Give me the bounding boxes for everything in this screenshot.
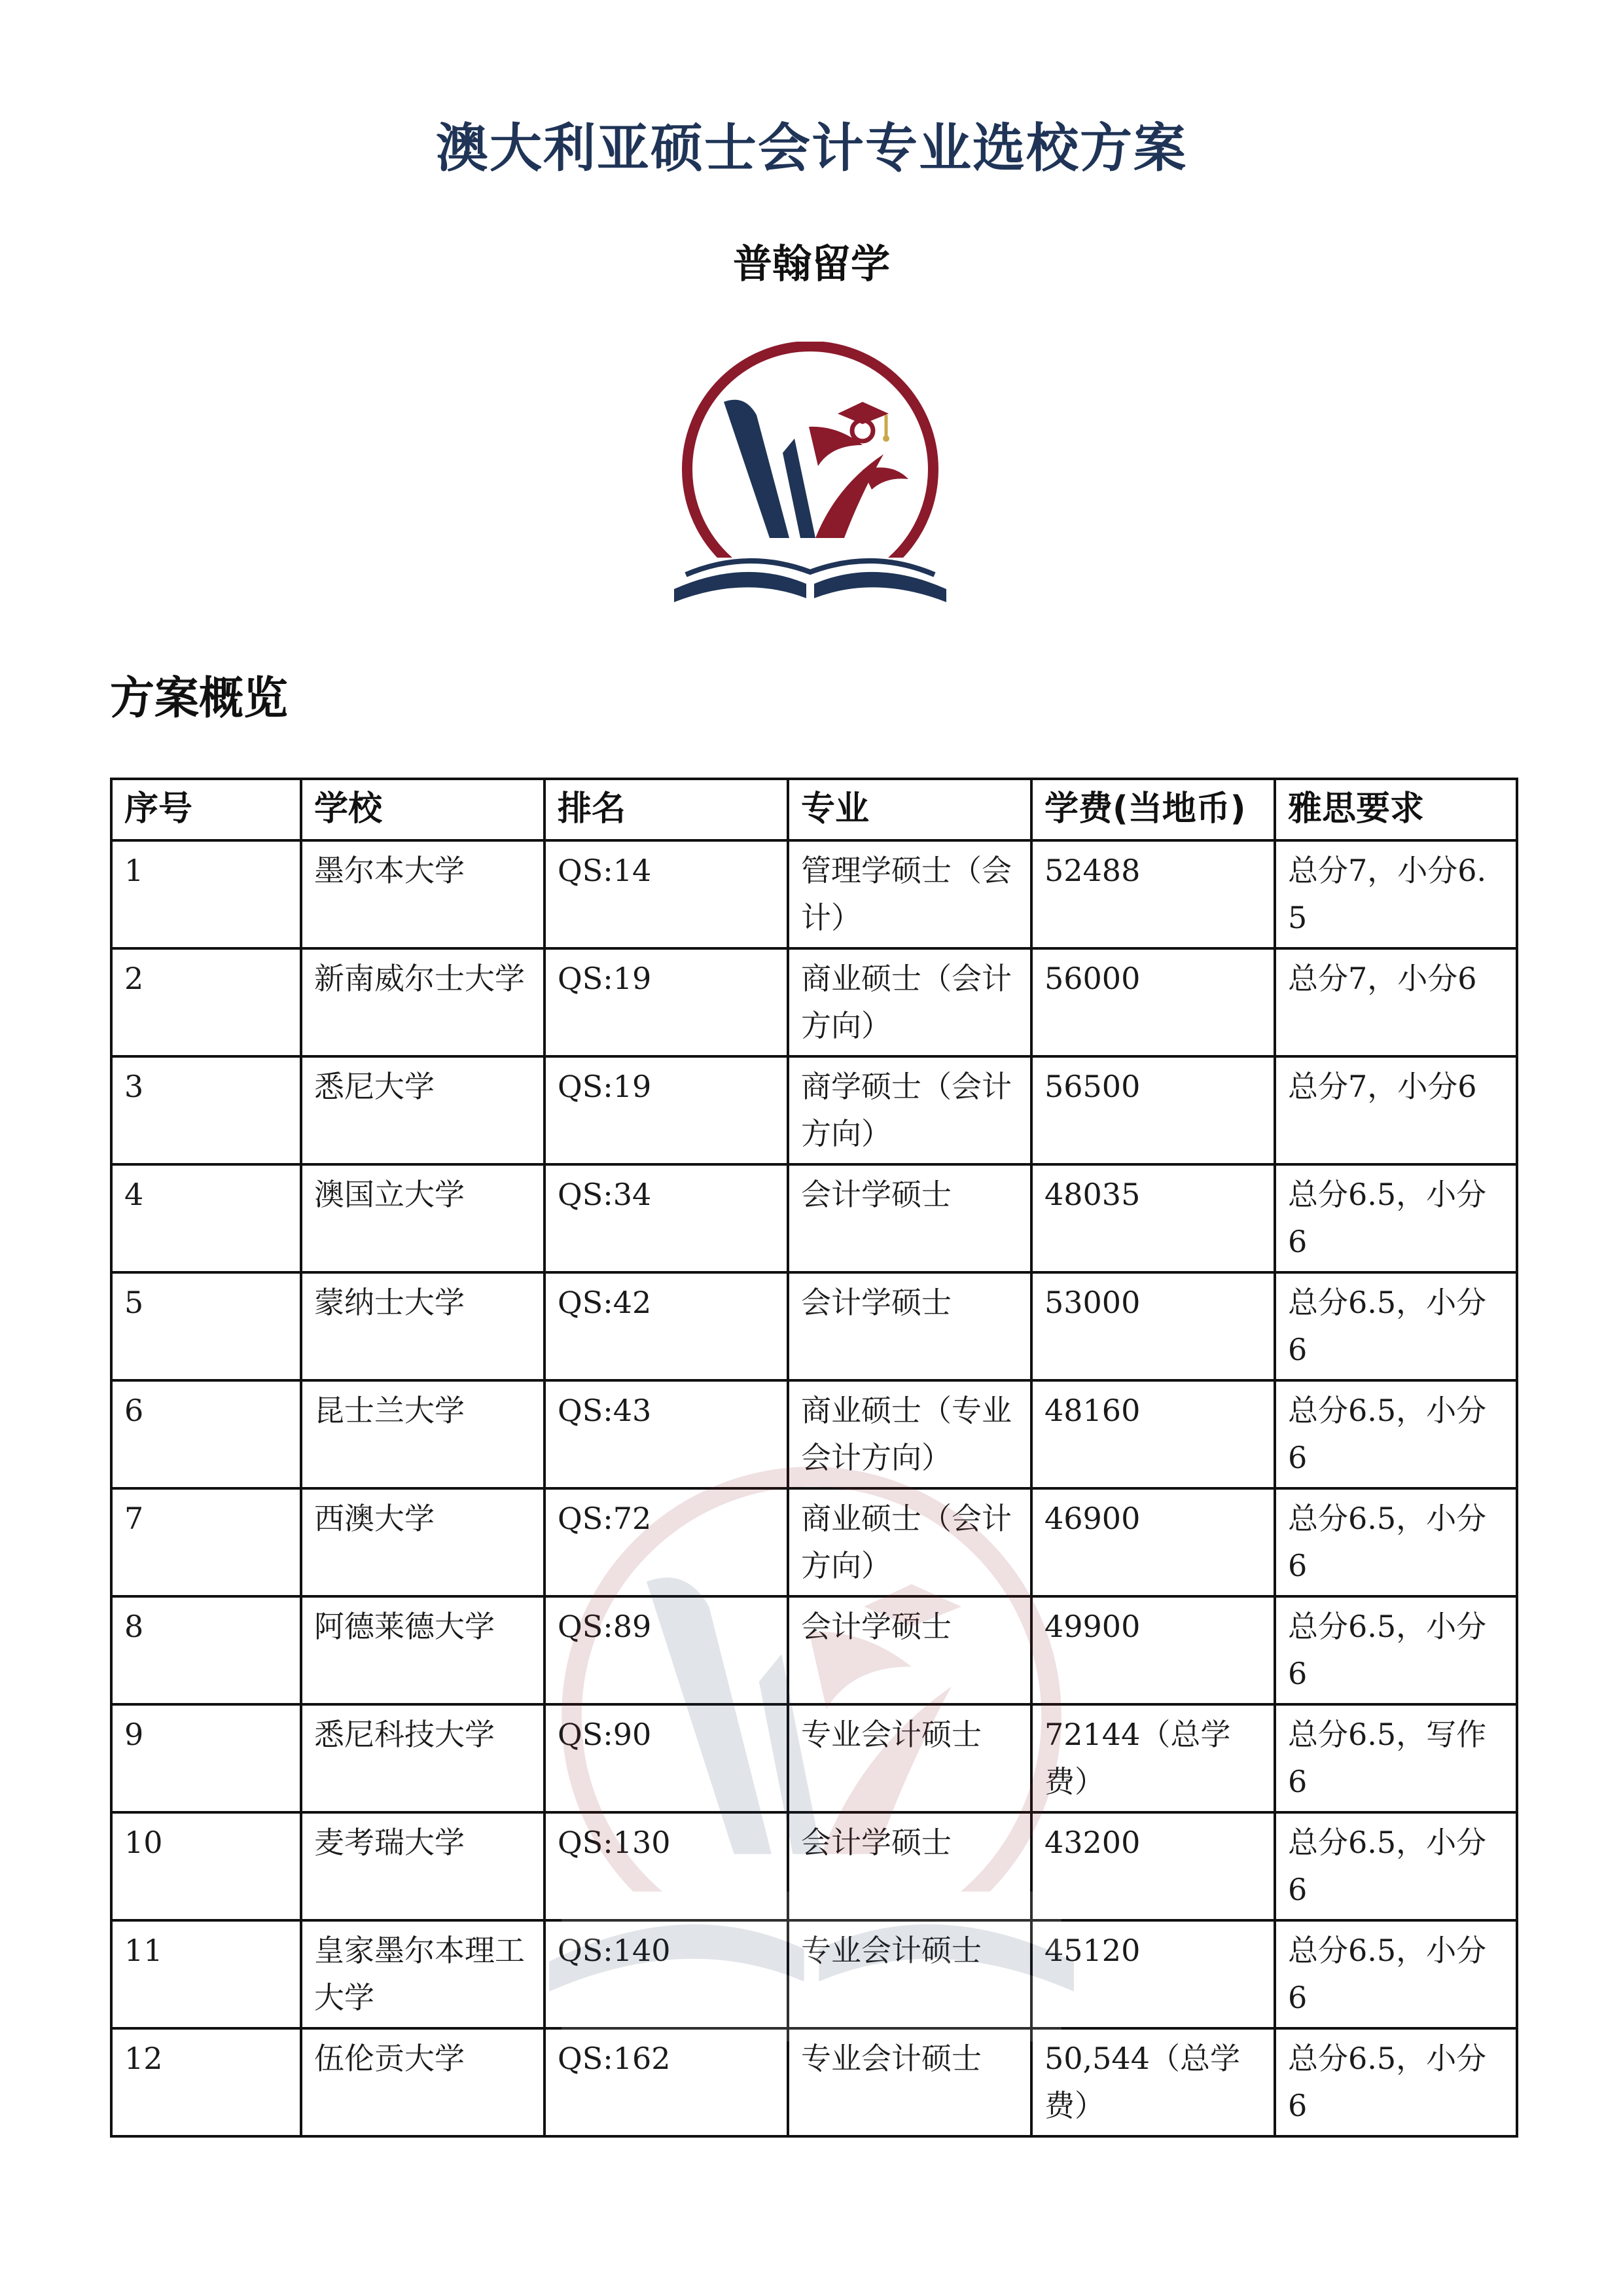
cell-ranking: QS:42 (544, 1272, 788, 1380)
cell-ielts: 总分6.5，小分6 (1275, 1164, 1517, 1272)
cell-school: 皇家墨尔本理工大学 (301, 1920, 544, 2028)
cell-index: 11 (111, 1920, 301, 2028)
cell-tuition: 48035 (1031, 1164, 1275, 1272)
table-row (111, 1164, 1517, 1272)
cell-program: 商学硕士（会计方向） (788, 1056, 1031, 1164)
cell-tuition: 45120 (1031, 1920, 1275, 2028)
cell-school: 麦考瑞大学 (301, 1812, 544, 1920)
cell-tuition: 49900 (1031, 1596, 1275, 1704)
header-tuition: 学费(当地币) (1031, 779, 1275, 840)
table-row (111, 1596, 1517, 1704)
cell-school: 西澳大学 (301, 1488, 544, 1596)
cell-ielts: 总分6.5，小分6 (1275, 1920, 1517, 2028)
cell-index: 5 (111, 1272, 301, 1380)
cell-index: 3 (111, 1056, 301, 1164)
cell-index: 2 (111, 948, 301, 1056)
cell-tuition: 48160 (1031, 1380, 1275, 1488)
cell-school: 澳国立大学 (301, 1164, 544, 1272)
cell-ranking: QS:14 (544, 840, 788, 948)
cell-school: 阿德莱德大学 (301, 1596, 544, 1704)
document-title: 澳大利亚硕士会计专业选校方案 (436, 118, 1187, 179)
cell-ielts: 总分6.5，写作6 (1275, 1704, 1517, 1812)
table-row (111, 1812, 1517, 1920)
cell-tuition: 56500 (1031, 1056, 1275, 1164)
cell-school: 墨尔本大学 (301, 840, 544, 948)
table-row (111, 948, 1517, 1056)
cell-ranking: QS:19 (544, 1056, 788, 1164)
table-row (111, 1488, 1517, 1596)
header-program: 专业 (788, 779, 1031, 840)
cell-ielts: 总分6.5，小分6 (1275, 1812, 1517, 1920)
cell-ranking: QS:89 (544, 1596, 788, 1704)
school-plan-table (110, 778, 1518, 2138)
cell-program: 管理学硕士（会计） (788, 840, 1031, 948)
cell-tuition: 46900 (1031, 1488, 1275, 1596)
cell-index: 6 (111, 1380, 301, 1488)
cell-ranking: QS:90 (544, 1704, 788, 1812)
table-row (111, 2028, 1517, 2136)
cell-ielts: 总分6.5，小分6 (1275, 1488, 1517, 1596)
cell-ranking: QS:72 (544, 1488, 788, 1596)
cell-ranking: QS:162 (544, 2028, 788, 2136)
cell-ielts: 总分6.5，小分6 (1275, 1596, 1517, 1704)
cell-ielts: 总分7，小分6 (1275, 1056, 1517, 1164)
cell-index: 12 (111, 2028, 301, 2136)
cell-program: 专业会计硕士 (788, 1920, 1031, 2028)
cell-school: 伍伦贡大学 (301, 2028, 544, 2136)
table-row (111, 1380, 1517, 1488)
cell-ranking: QS:34 (544, 1164, 788, 1272)
cell-ranking: QS:130 (544, 1812, 788, 1920)
cell-program: 会计学硕士 (788, 1596, 1031, 1704)
table-row (111, 1920, 1517, 2028)
document-subtitle: 普翰留学 (733, 242, 890, 287)
cell-ranking: QS:43 (544, 1380, 788, 1488)
header-school: 学校 (301, 779, 544, 840)
cell-program: 商业硕士（专业会计方向） (788, 1380, 1031, 1488)
cell-index: 10 (111, 1812, 301, 1920)
cell-tuition: 56000 (1031, 948, 1275, 1056)
cell-program: 会计学硕士 (788, 1812, 1031, 1920)
cell-school: 蒙纳士大学 (301, 1272, 544, 1380)
cell-ielts: 总分6.5，小分6 (1275, 2028, 1517, 2136)
cell-school: 昆士兰大学 (301, 1380, 544, 1488)
cell-school: 悉尼大学 (301, 1056, 544, 1164)
cell-index: 4 (111, 1164, 301, 1272)
cell-index: 8 (111, 1596, 301, 1704)
cell-ielts: 总分7，小分6.5 (1275, 840, 1517, 948)
table-row (111, 840, 1517, 948)
cell-program: 商业硕士（会计方向） (788, 1488, 1031, 1596)
cell-ranking: QS:140 (544, 1920, 788, 2028)
section-heading: 方案概览 (110, 673, 289, 725)
header-index: 序号 (111, 779, 301, 840)
table-row (111, 1704, 1517, 1812)
cell-school: 新南威尔士大学 (301, 948, 544, 1056)
cell-ielts: 总分6.5，小分6 (1275, 1272, 1517, 1380)
cell-index: 9 (111, 1704, 301, 1812)
cell-ielts: 总分6.5，小分6 (1275, 1380, 1517, 1488)
cell-tuition: 53000 (1031, 1272, 1275, 1380)
table-header-row (111, 779, 1517, 840)
table-row (111, 1056, 1517, 1164)
cell-tuition: 72144（总学费） (1031, 1704, 1275, 1812)
cell-ranking: QS:19 (544, 948, 788, 1056)
table-body (111, 840, 1517, 2136)
cell-program: 会计学硕士 (788, 1272, 1031, 1380)
cell-index: 1 (111, 840, 301, 948)
puhan-logo-icon (666, 342, 954, 617)
cell-program: 会计学硕士 (788, 1164, 1031, 1272)
cell-program: 专业会计硕士 (788, 1704, 1031, 1812)
cell-program: 商业硕士（会计方向） (788, 948, 1031, 1056)
cell-school: 悉尼科技大学 (301, 1704, 544, 1812)
header-ranking: 排名 (544, 779, 788, 840)
cell-ielts: 总分7，小分6 (1275, 948, 1517, 1056)
table-row (111, 1272, 1517, 1380)
cell-index: 7 (111, 1488, 301, 1596)
cell-tuition: 43200 (1031, 1812, 1275, 1920)
cell-tuition: 52488 (1031, 840, 1275, 948)
header-ielts: 雅思要求 (1275, 779, 1517, 840)
cell-program: 专业会计硕士 (788, 2028, 1031, 2136)
cell-tuition: 50,544（总学费） (1031, 2028, 1275, 2136)
